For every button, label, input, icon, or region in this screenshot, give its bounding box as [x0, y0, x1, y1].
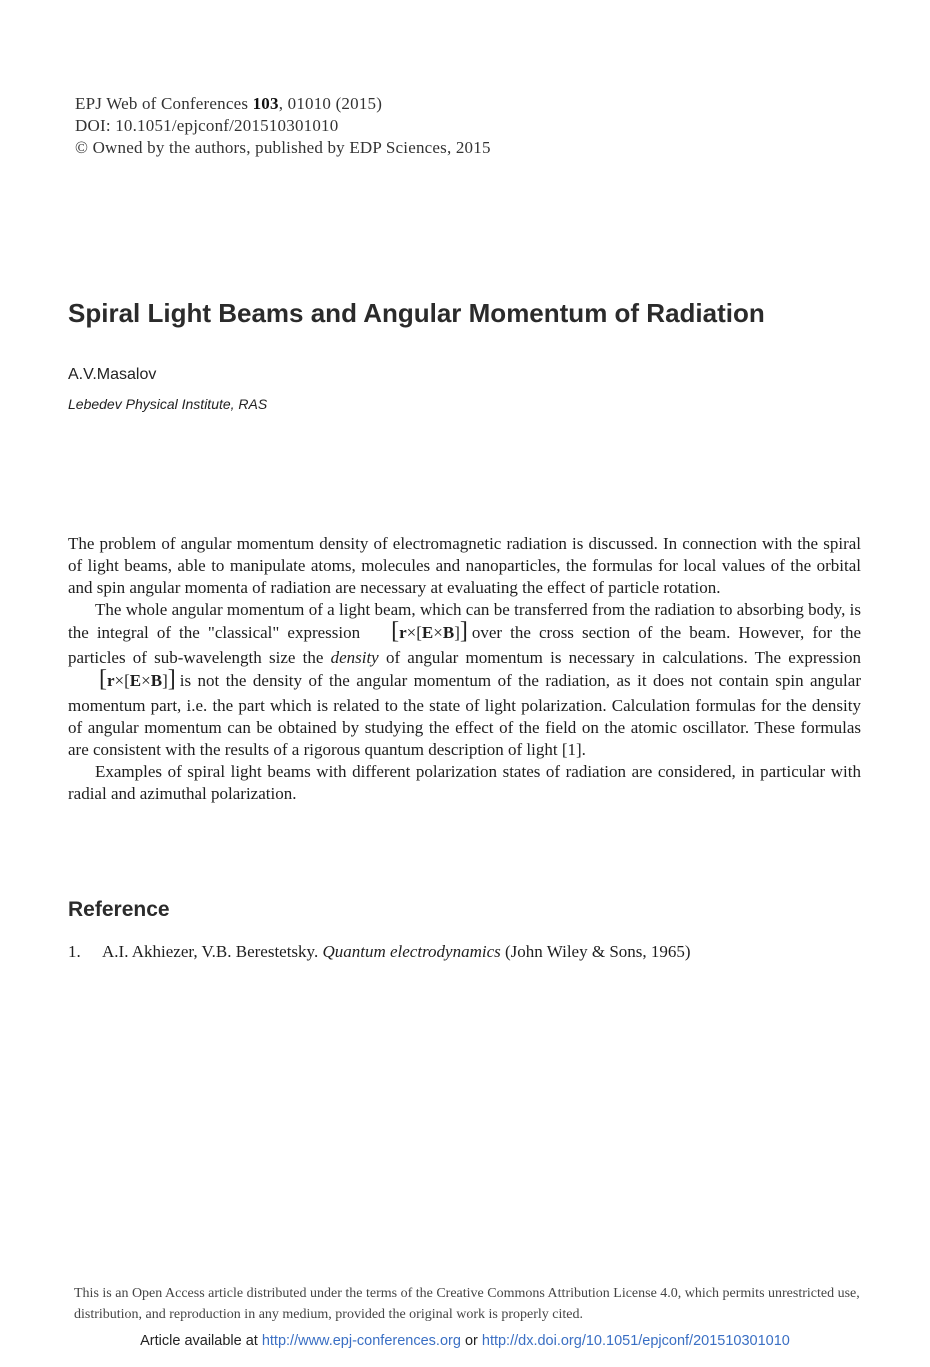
epj-conferences-link[interactable]: http://www.epj-conferences.org — [261, 1333, 461, 1349]
p2-text-a: The whole angular momentum of a light beam, which can be transferred from the radiation to absorbing body, is the integral of the "classical" expression — [68, 600, 861, 642]
journal-volume: 103 — [252, 94, 279, 113]
cross-product-expression: [r×[E×B]] — [391, 618, 468, 644]
available-prefix: Article available at — [140, 1333, 258, 1349]
abstract-paragraph-1: The problem of angular momentum density of electromagnetic radiation is discussed. In connection with the spiral of light beams, able to manipulate atoms, molecules and nanoparticles, the formulas for local values of the orbital and spin angular momenta of radiation are necessary at evaluating the effect of particle rotation. — [68, 534, 861, 597]
abstract-paragraph-3: Examples of spiral light beams with different polarization states of radiation are considered, in particular with radial and azimuthal polarization. — [68, 762, 861, 803]
reference-title: Quantum electrodynamics — [322, 942, 501, 961]
copyright-line: © Owned by the authors, published by EDP Sciences, 2015 — [75, 138, 491, 157]
abstract-body — [68, 533, 861, 805]
journal-line — [75, 93, 491, 115]
doi-link[interactable]: http://dx.doi.org/10.1051/epjconf/201510301010 — [481, 1333, 790, 1349]
references-heading: Reference — [68, 898, 170, 921]
publication-header — [75, 93, 491, 159]
cross-product-expression-2: [r×[E×B]] — [99, 666, 176, 692]
reference-list — [68, 941, 691, 963]
reference-item — [68, 941, 691, 963]
available-or: or — [464, 1333, 478, 1349]
journal-name: EPJ Web of Conferences — [75, 94, 249, 113]
p2-emphasis: density — [330, 648, 379, 667]
p2-text-d: is not the density of the angular momentum of the radiation, as it does not contain spin angular momentum part, i.e. the part which is related to the state of light polarization. Calculation formulas for the density of angular momentum can be obtained by studying the effect of the field on the atomic oscillator. These formulas are consistent with the results of a rigorous quantum description of light [1]. — [68, 671, 861, 759]
author-name: A.V.Masalov — [68, 366, 157, 383]
p2-text-c: of angular momentum is necessary in calculations. The expression — [385, 648, 862, 667]
reference-number: 1. — [68, 942, 81, 961]
reference-details: (John Wiley & Sons, 1965) — [505, 942, 691, 961]
abstract-paragraph-2 — [68, 599, 861, 761]
license-notice: This is an Open Access article distributed under the terms of the Creative Commons Attribution License 4.0, which permits unrestricted use, distribution, and reproduction in any medium, provided the original work is properly cited. — [74, 1286, 860, 1322]
p2-text-b: over the cross section of the beam. However, for the particles of sub-wavelength size the — [68, 623, 861, 667]
availability-line — [0, 1333, 930, 1349]
paper-title: Spiral Light Beams and Angular Momentum of Radiation — [68, 298, 765, 328]
article-number: , 01010 (2015) — [278, 94, 383, 113]
author-affiliation: Lebedev Physical Institute, RAS — [68, 396, 268, 412]
doi-line: DOI: 10.1051/epjconf/201510301010 — [75, 116, 339, 135]
reference-authors: A.I. Akhiezer, V.B. Berestetsky. — [102, 942, 319, 961]
